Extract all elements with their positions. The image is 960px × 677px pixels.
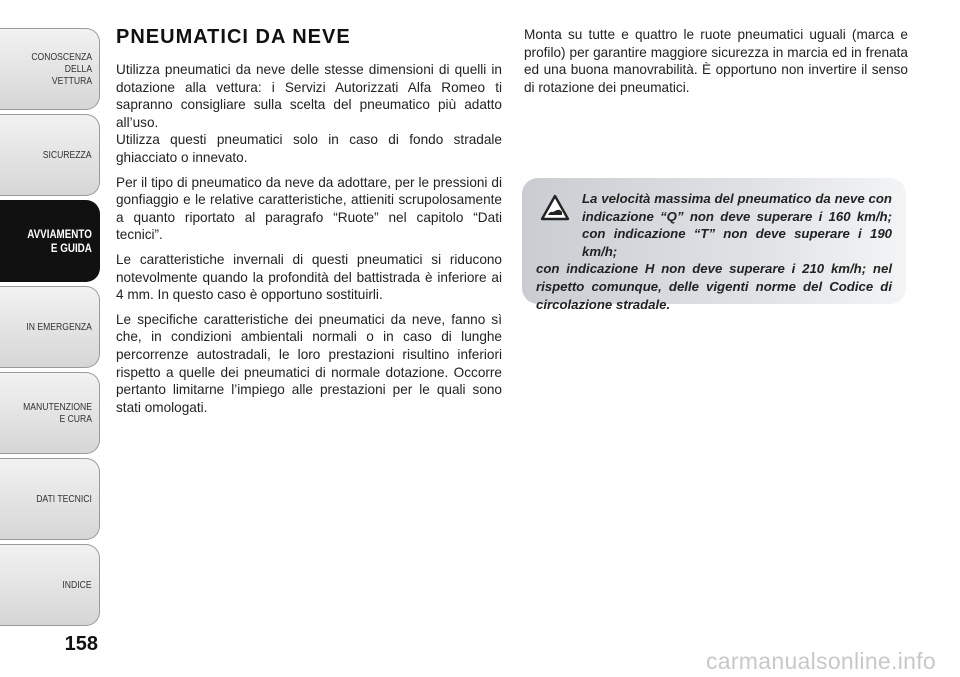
warning-text: [536, 190, 892, 313]
paragraph: Per il tipo di pneumatico da neve da adottare, per le pressioni di gonfiaggio e le relative caratteristiche, attieniti scrupolosamente a quanto riportato al paragrafo “Ruote” nel capitolo “Dati tecnici”.: [116, 174, 502, 243]
warning-triangle-icon: [540, 194, 570, 221]
tab-label: SICUREZZA: [43, 149, 92, 161]
tab-label: IN EMERGENZA: [26, 321, 92, 333]
watermark: carmanualsonline.info: [705, 648, 936, 674]
warning-box: [522, 178, 906, 312]
paragraph: Le specifiche caratteristiche dei pneumatici da neve, fanno sì che, in condizioni ambientali normali o in caso di lunghe percorrenze autostradali, le loro prestazioni risultino inferiori rispetto a quelle dei pneumatici di normale dotazione. Occorre pertanto limitarne l’impiego alle prestazioni per le quali sono stati omologati.: [116, 311, 502, 415]
tab-dati-tecnici[interactable]: [0, 458, 100, 540]
page-number: 158: [64, 633, 98, 655]
tab-label: INDICE: [62, 579, 92, 591]
tab-avviamento-e-guida[interactable]: [0, 200, 100, 282]
tab-label: DATI TECNICI: [36, 493, 92, 505]
tab-sicurezza[interactable]: [0, 114, 100, 196]
tab-in-emergenza[interactable]: [0, 286, 100, 368]
tab-conoscenza-della-vettura[interactable]: [0, 28, 100, 110]
paragraph: Utilizza questi pneumatici solo in caso di fondo stradale ghiacciato o innevato.: [116, 132, 502, 165]
tab-label: CONOSCENZA DELLA VETTURA: [31, 51, 92, 87]
left-column: [116, 26, 502, 423]
paragraph: Utilizza pneumatici da neve delle stesse dimensioni di quelli in dotazione alla vettura: i Servizi Autorizzati Alfa Romeo ti sapranno consigliare sulla scelta del pneumatico più adatto all’uso.: [116, 62, 502, 130]
warning-text-indented: La velocità massima del pneumatico da neve con indicazione “Q” non deve superare i 160 km/h; con indicazione “T” non deve superare i 190 km/h;: [582, 191, 892, 259]
tab-indice[interactable]: [0, 544, 100, 626]
right-column: [524, 26, 908, 103]
tab-manutenzione-e-cura[interactable]: [0, 372, 100, 454]
paragraph: Le caratteristiche invernali di questi pneumatici si riducono notevolmente quando la profondità del battistrada è inferiore ai 4 mm. In questo caso è opportuno sostituirli.: [116, 251, 502, 303]
tab-label: AVVIAMENTO E GUIDA: [27, 227, 92, 255]
warning-text-rest: con indicazione H non deve superare i 210 km/h; nel rispetto comunque, delle vigenti norme del Codice di circolazione stradale.: [536, 261, 892, 312]
paragraph: Monta su tutte e quattro le ruote pneumatici uguali (marca e profilo) per garantire maggiore sicurezza in marcia ed in frenata ed una buona manovrabilità. È opportuno non invertire il senso di rotazione dei pneumatici.: [524, 27, 908, 95]
section-title: PNEUMATICI DA NEVE: [116, 26, 351, 48]
tab-label: MANUTENZIONE E CURA: [23, 401, 92, 425]
